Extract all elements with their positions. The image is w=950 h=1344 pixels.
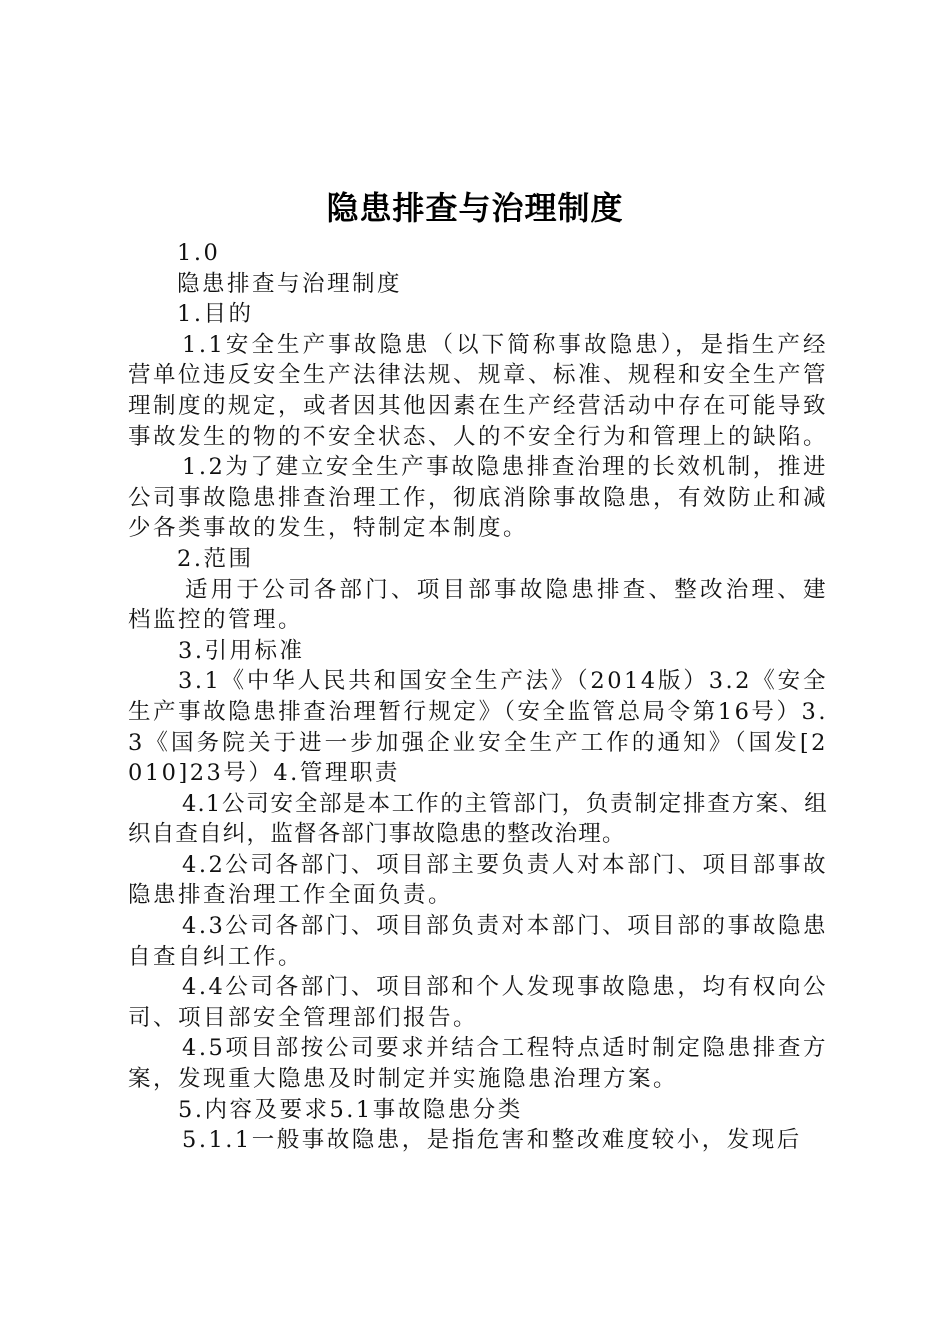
version-line: 1.0 xyxy=(177,240,221,266)
document-body xyxy=(128,238,828,1156)
paragraph: 1.2为了建立安全生产事故隐患排查治理的长效机制，推进公司事故隐患排查治理工作，彻底消除事故隐患，有效防止和减少各类事故的发生，特制定本制度。 xyxy=(128,454,829,542)
paragraph: 4.4公司各部门、项目部和个人发现事故隐患，均有权向公司、项目部安全管理部们报告。 xyxy=(128,974,828,1031)
subtitle-line: 隐患排查与治理制度 xyxy=(177,270,403,297)
paragraph: 4.2公司各部门、项目部主要负责人对本部门、项目部事故隐患排查治理工作全面负责。 xyxy=(128,851,828,909)
section-heading: 5.内容及要求5.1事故隐患分类 xyxy=(178,1096,523,1123)
section-heading: 2.范围 xyxy=(177,545,254,572)
section-heading: 3.引用标准 xyxy=(178,637,305,664)
paragraph: 适用于公司各部门、项目部事故隐患排查、整改治理、建档监控的管理。 xyxy=(128,576,828,634)
paragraph: 5.1.1一般事故隐患，是指危害和整改难度较小，发现后 xyxy=(182,1127,802,1154)
paragraph: 4.1公司安全部是本工作的主管部门，负责制定排查方案、组织自查自纠，监督各部门事故隐患的整改治理。 xyxy=(128,790,828,848)
section-heading: 1.目的 xyxy=(177,301,254,328)
document-title: 隐患排查与治理制度 xyxy=(326,189,624,227)
paragraph: 3.1《中华人民共和国安全生产法》（2014版）3.2《安全生产事故隐患排查治理暂行规定》（安全监管总局令第16号）3.3《国务院关于进一步加强企业安全生产工作的通知》（国发[2010]23号）4.管理职责 xyxy=(128,668,828,787)
paragraph: 4.3公司各部门、项目部负责对本部门、项目部的事故隐患自查自纠工作。 xyxy=(128,913,828,970)
paragraph: 1.1安全生产事故隐患（以下简称事故隐患），是指生产经营单位违反安全生产法律法规、规章、标准、规程和安全生产管理制度的规定，或者因其他因素在生产经营活动中存在可能导致事故发生的物的不安全状态、人的不安全行为和管理上的缺陷。 xyxy=(128,331,829,450)
paragraph: 4.5项目部按公司要求并结合工程特点适时制定隐患排查方案，发现重大隐患及时制定并实施隐患治理方案。 xyxy=(128,1035,828,1093)
